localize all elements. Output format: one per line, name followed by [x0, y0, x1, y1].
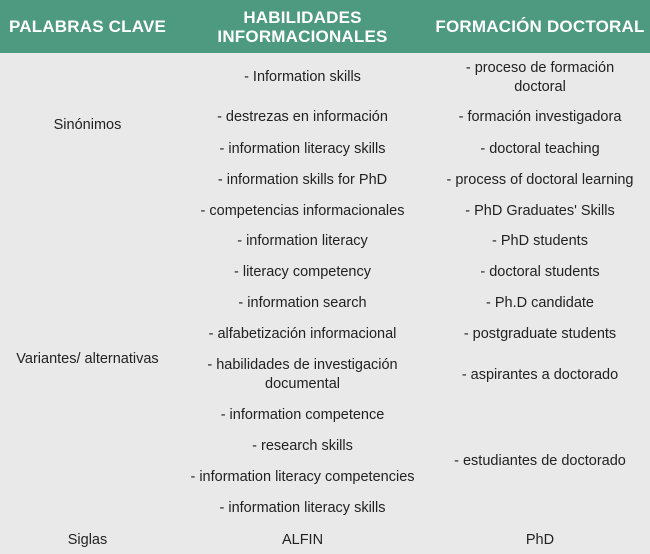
header-habilidades	[175, 0, 430, 53]
formacion-term: - aspirantes a doctorado	[461, 367, 619, 383]
formacion-term: - PhD Graduates' Skills	[465, 203, 615, 219]
siglas-formacion: PhD	[525, 532, 555, 548]
habilidades-term: - information literacy skills	[219, 500, 386, 516]
header-palabras-clave: PALABRAS CLAVE	[8, 17, 167, 36]
header-formacion-doctoral: FORMACIÓN DOCTORAL	[435, 17, 645, 36]
habilidades-term: - information search	[238, 295, 367, 311]
formacion-term: - proceso de formación	[465, 60, 615, 76]
header-habilidades-line2: INFORMACIONALES	[217, 26, 388, 46]
habilidades-term: documental	[265, 376, 340, 392]
habilidades-term: - alfabetización informacional	[208, 326, 397, 342]
formacion-term: - doctoral teaching	[480, 141, 600, 157]
row-label-siglas: Siglas	[67, 532, 108, 548]
table-header	[0, 0, 650, 53]
habilidades-term: - information literacy competencies	[190, 469, 415, 485]
formacion-term: - PhD students	[492, 233, 588, 249]
formacion-term: - process of doctoral learning	[446, 172, 634, 188]
formacion-term: - estudiantes de doctorado	[454, 453, 626, 469]
habilidades-term: - information competence	[220, 407, 385, 423]
formacion-term: - formación investigadora	[458, 109, 622, 125]
habilidades-term: - information literacy	[237, 233, 368, 249]
habilidades-term: - habilidades de investigación	[207, 357, 398, 373]
habilidades-term: - research skills	[252, 438, 353, 454]
row-label-sinonimos: Sinónimos	[53, 117, 122, 133]
formacion-term: doctoral	[514, 79, 566, 95]
habilidades-term: - literacy competency	[234, 264, 371, 280]
siglas-habilidades: ALFIN	[281, 532, 324, 548]
habilidades-term: - information skills for PhD	[217, 172, 388, 188]
habilidades-term: - competencias informacionales	[200, 203, 405, 219]
habilidades-term: - information literacy skills	[219, 141, 386, 157]
row-label-variantes: Variantes/ alternativas	[16, 351, 159, 367]
header-habilidades-line1: HABILIDADES	[243, 7, 362, 27]
formacion-term: - Ph.D candidate	[485, 295, 594, 311]
formacion-term: - doctoral students	[480, 264, 600, 280]
formacion-term: - postgraduate students	[463, 326, 617, 342]
habilidades-term: - Information skills	[244, 69, 361, 85]
habilidades-term: - destrezas en información	[217, 109, 388, 125]
